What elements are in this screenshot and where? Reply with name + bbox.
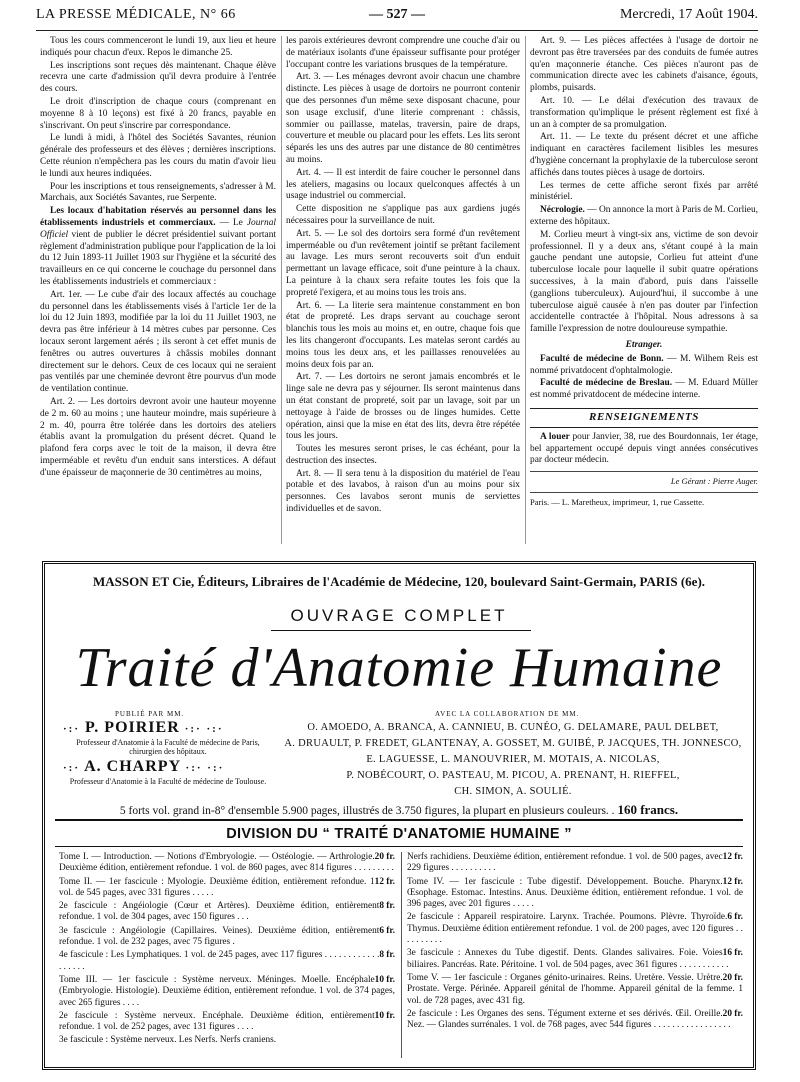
divider <box>55 846 743 847</box>
volume-price: 10 fr. <box>374 1010 395 1021</box>
volume-description: Nerfs rachidiens. Deuxième édition, entièrement refondue. 1 vol. de 500 pages, avec 229 figures . . . . . . . . . . <box>407 852 723 874</box>
volume-price: 20 fr. <box>722 1008 743 1019</box>
volume-description: Tome I. — Introduction. — Notions d'Embryologie. — Ostéologie. — Arthrologie. Deuxième édition, entièrement refondue. 1 vol. de 860 pages, avec 814 figures . . . . . . . . . <box>59 852 394 874</box>
publie-par-label: PUBLIÉ PAR MM. <box>115 710 185 718</box>
author-name: A. CHARPY <box>84 758 181 775</box>
author-affiliation: Professeur d'Anatomie à la Faculté de médecine de Paris, chirurgien des hôpitaux. <box>76 738 260 756</box>
author-poirier <box>63 719 224 737</box>
volume-entry <box>407 912 743 946</box>
printer-line: Paris. — L. Maretheux, imprimeur, 1, rue Cassette. <box>530 496 705 507</box>
volume-description: 2e fascicule : Système nerveux. Encéphale. Deuxième édition, entièrement refondue. 1 vol. de 252 pages, avec 131 figures . . . . <box>59 1010 375 1033</box>
paragraph-text: — M. Eduard Müller est nommé privatdocent de médecine interne. <box>530 378 758 401</box>
volume-price: 8 fr. <box>379 950 395 961</box>
volume-entry <box>59 852 395 875</box>
column-divider <box>401 852 402 1058</box>
volume-description: 2e fascicule : Les Organes des sens. Tégument externe et ses dérivés. Œil. Oreille. Nez. — Glandes surrénales. 1 vol. de 768 pages, avec 544 figures . . . . . . . . . . . . . . . . . <box>407 1008 731 1031</box>
collaborator-line: O. AMOEDO, A. BRANCA, A. CANNIEU, B. CUNÉO, G. DELAMARE, PAUL DELBET, <box>307 722 719 733</box>
ornament: ·:· ·:· <box>184 723 224 735</box>
publisher-line: MASSON ET Cie, Éditeurs, Libraires de l'Académie de Médecine, 120, boulevard Saint-Germain, PARIS (6e). <box>92 574 706 589</box>
author-charpy <box>63 758 224 776</box>
paragraph: Art. 7. — Les dortoirs ne seront jamais encombrés et le linge sale ne devra pas y séjourner. Ils seront maintenus dans un état constant de propreté, soit par un lavage, soit par un nettoyage à l'aide de brosses ou de linges humides. Cette opération, ainsi que la mise en état des lits, devra être répétée tous les jours. <box>286 372 520 442</box>
book-advertisement <box>42 561 756 1070</box>
paragraph: Art. 2. — Les dortoirs devront avoir une hauteur moyenne de 2 m. 60 au moins ; une hauteur moindre, mais supérieure à 2 m. 40, pourra être tolérée dans les dortoirs des ateliers établis avant la promulgation du présent décret. Quand le plafond fera corps avec le toit de la maison, il devra être imperméable et revêtu d'un enduit sans interstices. A défaut d'une épaisseur de maçonnerie de 30 centimètres au moins, <box>40 396 276 478</box>
volume-price: 20 fr. <box>722 972 743 983</box>
volumes-summary <box>45 802 753 818</box>
author-affiliation: Professeur d'Anatomie à la Faculté de médecine de Toulouse. <box>69 777 267 786</box>
paragraph: Art. 6. — La literie sera maintenue constamment en bon état de propreté. Les draps servant au couchage seront blanchis tous les mois au moins et, en outre, chaque fois que les lits changeront d'occupants. Les matelas seront cardés au moins tous les deux ans, et les paillasses renouvelées au moins deux fois par an. <box>286 300 520 370</box>
volume-entry <box>59 1011 395 1034</box>
paragraph: Art. 3. — Les ménages devront avoir chacun une chambre distincte. Les pièces à usage de dortoirs ne pourront contenir que des personnes d'un même sexe disposant chacune, pour son usage exclusif, d'une literie comprenant : châssis, sommier ou paillasse, matelas, traversin, paire de draps, couverture et meuble ou placard pour les effets. Les lits seront séparés les uns des autres par une distance de 80 centimètres au moins. <box>286 72 520 165</box>
volume-entry <box>59 950 395 973</box>
volume-description: Tome IV. — 1er fascicule : Tube digestif. Développement. Bouche. Pharynx. Œsophage. Estomac. Intestins. Anus. Deuxième édition, entièrement refondue. 1 vol. de 396 pages, avec 201 figures . . . . . <box>407 876 743 910</box>
volume-entry <box>59 975 395 1009</box>
paragraph: Art. 4. — Il est interdit de faire coucher le personnel dans les ateliers, magasins ou locaux quelconques affectés à un usage industriel ou commercial. <box>286 167 520 202</box>
collaborator-line: CH. SIMON, A. SOULIÉ. <box>454 786 572 797</box>
division-heading: DIVISION DU “ TRAITÉ D'ANATOMIE HUMAINE ” <box>226 826 572 842</box>
ornament: ·:· <box>63 723 80 735</box>
text-column-1 <box>40 36 276 566</box>
text-column-2 <box>286 36 520 566</box>
paragraph: Le droit d'inscription de chaque cours (comprenant en moyenne 8 à 10 leçons) est fixé à 20 francs, payable en s'inscrivant. On peut s'inscrire par correspondance. <box>40 96 276 131</box>
paragraph: Art. 10. — Le délai d'exécution des travaux de transformation qu'implique le présent règlement est fixé à un an à compter de sa promulgation. <box>530 95 758 130</box>
page-number: — 527 — <box>369 7 425 22</box>
paragraph <box>530 354 758 378</box>
paragraph-text: — On annonce la mort à Paris de M. Corlieu, externe des hôpitaux. <box>530 205 758 227</box>
paragraph: Art. 8. — Il sera tenu à la disposition du matériel de l'eau potable et des lavabos, à raison d'un au moins pour six personnes. Ces lavabos seront munis de serviettes individuelles et de savon. <box>286 468 520 515</box>
paragraph: Cette disposition ne s'applique pas aux gardiens jugés nécessaires pour la surveillance de nuit. <box>286 204 520 226</box>
volume-entry <box>59 926 395 949</box>
section-heading: Les locaux d'habitation réservés au personnel dans les établissements industriels et commerciaux. <box>40 206 276 228</box>
issue-date: Mercredi, 17 Août 1904. <box>619 7 758 22</box>
paragraph: Art. 9. — Les pièces affectées à l'usage de dortoir ne devront pas être traversées par des conduits de fumée autres qu'en maçonnerie étanche. Ces pièces n'auront pas de communication directe avec les cabinets d'aisance, égouts, plombs, puisards. <box>530 36 758 94</box>
collaborator-line: A. DRUAULT, P. FREDET, GLANTENAY, A. GOSSET, M. GUIBÉ, P. JACQUES, TH. JONNESCO, <box>284 738 742 749</box>
gerant-line: Le Gérant : Pierre Auger. <box>670 476 758 487</box>
section-heading: Faculté de médecine de Bonn. <box>540 353 664 364</box>
collaborator-line: P. NOBÉCOURT, O. PASTEAU, M. PICOU, A. PRENANT, H. RIEFFEL, <box>346 770 680 781</box>
book-title: Traité d'Anatomie Humaine <box>75 637 723 699</box>
volume-entry <box>59 1035 395 1046</box>
paragraph <box>530 378 758 402</box>
volume-price: 10 fr. <box>374 974 395 985</box>
volume-description: 3e fascicule : Annexes du Tube digestif. Dents. Glandes salivaires. Foie. Voies biliaires. Pancréas. Rate. Péritoine. 1 vol. de 504 pages, avec 361 figures . . . . . . . . . . . <box>407 948 729 970</box>
divider <box>55 819 743 821</box>
header-rule <box>36 30 758 31</box>
divider <box>530 492 758 493</box>
volume-entry <box>407 877 743 911</box>
volume-entry <box>407 973 743 1007</box>
volume-description: 2e fascicule : Angéiologie (Cœur et Artères). Deuxième édition, entièrement refondue. 1 vol. de 304 pages, avec 150 figures . . . <box>59 901 380 923</box>
collaborators-list <box>281 720 745 800</box>
paragraph <box>530 432 758 467</box>
paragraph: Art. 5. — Le sol des dortoirs sera formé d'un revêtement imperméable ou d'un revêtement jointif se prêtant facilement au lavage. Les murs seront recouverts soit d'un enduit permettant un lavage efficace, soit d'une peinture à la chaux. La peinture à la chaux sera refaite toutes les fois que la propreté l'exigera, et au moins tous les trois ans. <box>286 228 520 298</box>
volume-price: 20 fr. <box>374 852 395 862</box>
paragraph <box>40 206 276 289</box>
paragraph-text: — Le <box>215 217 247 228</box>
volume-description: 3e fascicule : Angéiologie (Capillaires. Veines). Deuxième édition, entièrement refondue. 1 vol. de 232 pages, avec 75 figures . <box>59 925 380 948</box>
volume-entry <box>59 877 395 900</box>
column-divider <box>525 36 526 544</box>
paragraph: Pour les inscriptions et tous renseignements, s'adresser à M. Marchais, aux Sociétés Savantes, rue Serpente. <box>40 181 276 204</box>
paragraph-text: pour Janvier, 38, rue des Bourdonnais, 1er étage, bel appartement occupé depuis vingt années consécutives par docteur médecin. <box>530 431 758 466</box>
volume-price: 6 fr. <box>379 925 395 936</box>
journal-name: Journal Officiel <box>40 217 276 240</box>
paragraph: Toutes les mesures seront prises, le cas échéant, pour la destruction des insectes. <box>286 444 520 466</box>
volume-price: 6 fr. <box>727 912 743 923</box>
publication-title: LA PRESSE MÉDICALE, N° 66 <box>36 7 236 22</box>
volume-description: Tome II. — 1er fascicule : Myologie. Deuxième édition, entièrement refondue. 1 vol. de 545 pages, avec 331 figures . . . . . <box>59 876 375 898</box>
volume-price: 16 fr. <box>722 948 743 959</box>
volume-description: Tome III. — 1er fascicule : Système nerveux. Méninges. Moelle. Encéphale (Embryologie. Histologie). Deuxième édition, entièrement refondue. 1 vol. de 374 pages, avec 265 figures . . . . <box>59 974 395 1008</box>
section-heading: Etranger. <box>625 339 663 350</box>
volume-price: 12 fr. <box>722 852 743 862</box>
paragraph-text: vient de publier le décret présidentiel suivant portant règlement d'administration publique pour l'application de la loi du 12 Juin 1893-11 Juillet 1903 sur l'hygiène et la sécurité des travailleurs en ce qui concerne le couchage du personnel dans les établissements industriels et commerciaux : <box>40 229 276 287</box>
divider <box>530 471 758 472</box>
author-name: P. POIRIER <box>85 719 180 736</box>
volume-description: 2e fascicule : Appareil respiratoire. Larynx. Trachée. Poumons. Plèvre. Thyroïde. Thymus. Deuxième édition entièrement refondue. 1 vol. de 200 pages, avec 120 figures . . . . . . . . . . <box>407 912 743 946</box>
paragraph: Les inscriptions sont reçues dès maintenant. Chaque élève recevra une carte d'admission qu'il devra produire à l'entrée des cours. <box>40 60 276 95</box>
paragraph-text: — M. Wilhem Reis est nommé privatdocent d'ophtalmologie. <box>530 353 758 376</box>
paragraph: les parois extérieures devront comprendre une couche d'air ou de matériaux isolants d'une épaisseur suffisante pour protéger l'occupant contre les variations brusques de la température. <box>286 36 520 70</box>
volume-entry <box>59 901 395 924</box>
volume-price: 12 fr. <box>722 876 743 887</box>
section-heading: A louer <box>540 431 570 442</box>
ornament: ·:· <box>63 762 80 774</box>
column-divider <box>281 36 282 544</box>
volumes-right-column <box>407 852 743 1033</box>
paragraph: M. Corlieu meurt à vingt-six ans, victime de son devoir professionnel. Il y a deux ans, s'étant coupé à la main gauche pendant une autopsie, Corlieu fut atteint d'une tuberculose locale pour laquelle il subit quatre opérations successives, à la main d'abord, puis dans l'aisselle (ganglions tuberculeux). Aujourd'hui, il succombe à une tuberculose aiguë causée à n'en pas douter par l'infection accidentelle contractée à l'hôpital. Nous adressons à sa famille l'expression de notre douloureuse sympathie. <box>530 229 758 335</box>
ornament: ·:· ·:· <box>185 762 225 774</box>
volume-entry <box>407 852 743 875</box>
paragraph: Tous les cours commenceront le lundi 19, aux lieu et heure indiqués pour chacun d'eux. Repos le dimanche 25. <box>40 36 276 58</box>
paragraph: Le lundi à midi, à l'hôtel des Sociétés Savantes, réunion générale des professeurs et des élèves ; dernières inscriptions. Cette réunion n'empêchera pas les cours du matin d'avoir lieu le lundi aux heures indiquées. <box>40 133 276 179</box>
paragraph: Art. 1er. — Le cube d'air des locaux affectés au couchage du personnel dans les établissements visés à l'article 1er de la loi du 12 Juin 1893, modifiée par la loi du 11 Juillet 1903, ne devra pas être inférieur à 14 mètres cubes par personne. Ces locaux seront largement aérés ; ils seront à cet effet munis de fenêtres ou autres ouvertures à châssis mobiles donnant directement sur le dehors. Ceux de ces locaux qui ne seraient pas ventilés par une cheminée devront être pourvus d'un mode de ventilation continue. <box>40 289 276 395</box>
volumes-price: 160 francs. <box>617 802 679 817</box>
volume-entry <box>407 1009 743 1032</box>
volumes-left-column <box>59 852 395 1049</box>
section-heading: Faculté de médecine de Breslau. <box>540 378 673 389</box>
page-header <box>36 7 758 29</box>
section-heading: Nécrologie. <box>540 205 585 216</box>
divider <box>271 630 531 631</box>
paragraph <box>530 205 758 229</box>
paragraph: Art. 11. — Le texte du présent décret et une affiche indiquant en caractères facilement lisibles les mesures d'hygiène concernant la prophylaxie de la tuberculose seront affichés dans toutes pièces à usage de dortoirs. <box>530 132 758 178</box>
text-column-3 <box>530 36 758 566</box>
paragraph: Les termes de cette affiche seront fixés par arrêté ministériel. <box>530 180 758 203</box>
collaborator-line: E. LAGUESSE, L. MANOUVRIER, M. MOTAIS, A. NICOLAS, <box>366 754 660 765</box>
volume-description: 3e fascicule : Système nerveux. Les Nerfs. Nerfs craniens. <box>59 1035 277 1046</box>
volume-entry <box>407 948 743 971</box>
volumes-text: 5 forts vol. grand in-8° d'ensemble 5.900 pages, illustrés de 3.750 figures, la plupart en plusieurs couleurs. . <box>119 805 615 817</box>
volume-description: 4e fascicule : Les Lymphatiques. 1 vol. de 245 pages, avec 117 figures . . . . . . . . . . . . . . . . . . <box>59 950 380 972</box>
volume-price: 8 fr. <box>379 901 395 912</box>
collaboration-label: AVEC LA COLLABORATION DE MM. <box>435 710 580 718</box>
volume-price: 12 fr. <box>374 876 395 887</box>
ouvrage-complet-label: OUVRAGE COMPLET <box>290 606 508 625</box>
volume-description: Tome V. — 1er fascicule : Organes génito-urinaires. Reins. Uretère. Vessie. Urètre. Prostate. Verge. Périnée. Appareil génital de l'homme. Appareil génital de la femme. 1 vol. de 728 pages, avec 431 fig. <box>407 972 743 1006</box>
renseignements-heading: RENSEIGNEMENTS <box>530 408 758 428</box>
